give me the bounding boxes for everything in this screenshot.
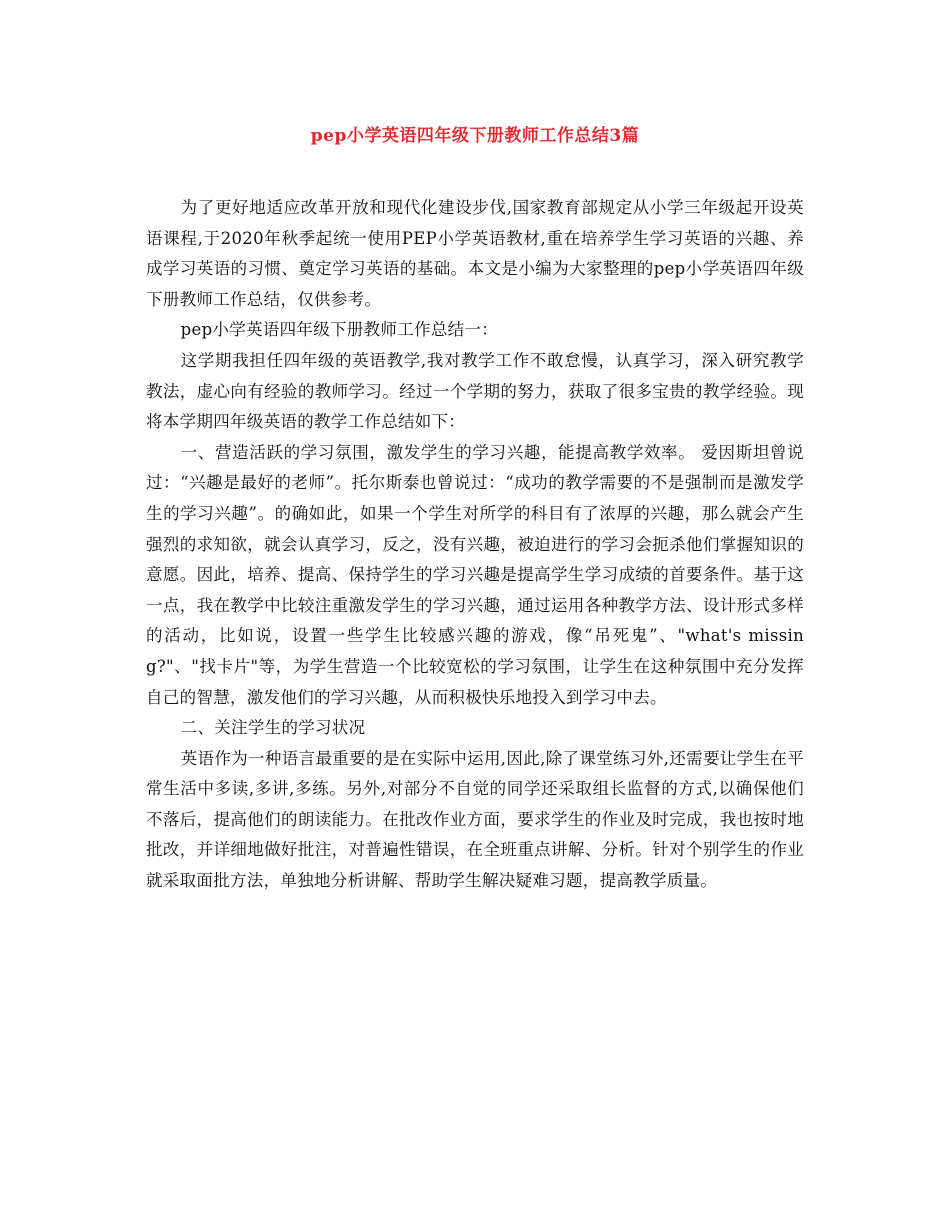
paragraph-overview: 这学期我担任四年级的英语教学,我对教学工作不敢怠慢，认真学习，深入研究教学教法，虚心向有经验的教师学习。经过一个学期的努力，获取了很多宝贵的教学经验。现将本学期四年级英语的教学工作总结如下： (146, 350, 804, 432)
paragraph-heading-summary-one: pep小学英语四年级下册教师工作总结一： (180, 320, 499, 340)
paragraph-section-one: 一、营造活跃的学习氛围，激发学生的学习兴趣，能提高教学效率。 爱因斯坦曾说过：“兴趣是最好的老师”。托尔斯泰也曾说过：“成功的教学需要的不是强制而是激发学生的学习兴趣”。的确如此，如果一个学生对所学的科目有了浓厚的兴趣，那么就会产生强烈的求知欲，就会认真学习，反之，没有兴趣，被迫进行的学习会扼杀他们掌握知识的意愿。因此，培养、提高、保持学生的学习兴趣是提高学生学习成绩的首要条件。基于这一点，我在教学中比较注重激发学生的学习兴趣，通过运用各种教学方法、设计形式多样的活动，比如说，设置一些学生比较感兴趣的游戏，像“吊死鬼”、"what's missing?"、"找卡片"等，为学生营造一个比较宽松的学习氛围，让学生在这种氛围中充分发挥自己的智慧，激发他们的学习兴趣，从而积极快乐地投入到学习中去。 (146, 442, 804, 707)
paragraph-intro: 为了更好地适应改革开放和现代化建设步伐,国家教育部规定从小学三年级起开设英语课程,于2020年秋季起统一使用PEP小学英语教材,重在培养学生学习英语的兴趣、养成学习英语的习惯、奠定学习英语的基础。本文是小编为大家整理的pep小学英语四年级下册教师工作总结，仅供参考。 (146, 198, 804, 309)
paragraph-section-two: 英语作为一种语言最重要的是在实际中运用,因此,除了课堂练习外,还需要让学生在平常生活中多读,多讲,多练。另外,对部分不自觉的同学还采取组长监督的方式,以确保他们不落后，提高他们的朗读能力。在批改作业方面，要求学生的作业及时完成，我也按时地批改，并详细地做好批注，对普遍性错误，在全班重点讲解、分析。针对个别学生的作业就采取面批方法，单独地分析讲解、帮助学生解决疑难习题，提高教学质量。 (146, 748, 804, 891)
document-title: pep小学英语四年级下册教师工作总结3篇 (310, 126, 640, 146)
document-body (146, 193, 804, 897)
paragraph-section-two-heading: 二、关注学生的学习状况 (180, 718, 366, 738)
